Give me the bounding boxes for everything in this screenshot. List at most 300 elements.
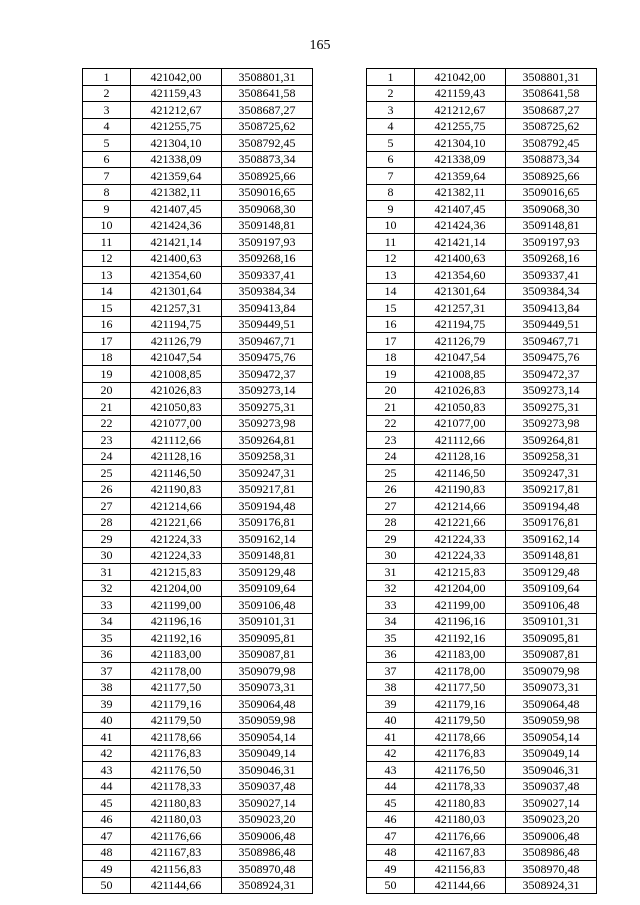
table-row: [83, 877, 597, 894]
left-point-number-cell: 34: [83, 613, 131, 630]
table-row: [83, 415, 597, 432]
left-x-coordinate-cell: 421338,09: [131, 151, 222, 168]
table-row: [83, 201, 597, 218]
column-gap: [313, 267, 367, 284]
right-point-number-cell: 38: [367, 679, 415, 696]
table-row: [83, 333, 597, 350]
column-gap: [313, 564, 367, 581]
right-point-number-cell: 42: [367, 745, 415, 762]
right-x-coordinate-cell: 421126,79: [415, 333, 506, 350]
right-point-number-cell: 35: [367, 630, 415, 647]
left-y-coordinate-cell: 3509162,14: [222, 531, 313, 548]
left-point-number-cell: 27: [83, 498, 131, 515]
left-x-coordinate-cell: 421224,33: [131, 547, 222, 564]
column-gap: [313, 102, 367, 119]
right-x-coordinate-cell: 421179,50: [415, 712, 506, 729]
column-gap: [313, 531, 367, 548]
right-y-coordinate-cell: 3509101,31: [506, 613, 597, 630]
left-point-number-cell: 31: [83, 564, 131, 581]
right-y-coordinate-cell: 3509106,48: [506, 597, 597, 614]
right-y-coordinate-cell: 3509273,98: [506, 415, 597, 432]
right-x-coordinate-cell: 421301,64: [415, 283, 506, 300]
left-y-coordinate-cell: 3508687,27: [222, 102, 313, 119]
right-y-coordinate-cell: 3508687,27: [506, 102, 597, 119]
right-point-number-cell: 25: [367, 465, 415, 482]
left-y-coordinate-cell: 3508641,58: [222, 85, 313, 102]
left-x-coordinate-cell: 421221,66: [131, 514, 222, 531]
left-point-number-cell: 28: [83, 514, 131, 531]
right-x-coordinate-cell: 421176,66: [415, 828, 506, 845]
left-x-coordinate-cell: 421112,66: [131, 432, 222, 449]
right-y-coordinate-cell: 3509064,48: [506, 696, 597, 713]
column-gap: [313, 432, 367, 449]
table-row: [83, 366, 597, 383]
right-point-number-cell: 15: [367, 300, 415, 317]
right-point-number-cell: 41: [367, 729, 415, 746]
right-point-number-cell: 49: [367, 861, 415, 878]
left-x-coordinate-cell: 421176,50: [131, 762, 222, 779]
left-point-number-cell: 45: [83, 795, 131, 812]
right-point-number-cell: 21: [367, 399, 415, 416]
right-point-number-cell: 39: [367, 696, 415, 713]
right-point-number-cell: 6: [367, 151, 415, 168]
table-row: [83, 696, 597, 713]
left-point-number-cell: 48: [83, 844, 131, 861]
table-row: [83, 102, 597, 119]
column-gap: [313, 729, 367, 746]
right-y-coordinate-cell: 3509217,81: [506, 481, 597, 498]
right-y-coordinate-cell: 3509059,98: [506, 712, 597, 729]
right-y-coordinate-cell: 3509194,48: [506, 498, 597, 515]
left-x-coordinate-cell: 421167,83: [131, 844, 222, 861]
coordinates-table: [82, 68, 597, 894]
column-gap: [313, 580, 367, 597]
right-y-coordinate-cell: 3509054,14: [506, 729, 597, 746]
right-x-coordinate-cell: 421421,14: [415, 234, 506, 251]
table-row: [83, 729, 597, 746]
right-x-coordinate-cell: 421424,36: [415, 217, 506, 234]
left-x-coordinate-cell: 421400,63: [131, 250, 222, 267]
left-y-coordinate-cell: 3509413,84: [222, 300, 313, 317]
right-y-coordinate-cell: 3508925,66: [506, 168, 597, 185]
left-x-coordinate-cell: 421304,10: [131, 135, 222, 152]
table-row: [83, 580, 597, 597]
right-point-number-cell: 1: [367, 69, 415, 86]
column-gap: [313, 151, 367, 168]
table-row: [83, 481, 597, 498]
column-gap: [313, 696, 367, 713]
left-x-coordinate-cell: 421008,85: [131, 366, 222, 383]
column-gap: [313, 811, 367, 828]
table-row: [83, 250, 597, 267]
right-x-coordinate-cell: 421008,85: [415, 366, 506, 383]
left-point-number-cell: 22: [83, 415, 131, 432]
right-point-number-cell: 31: [367, 564, 415, 581]
right-x-coordinate-cell: 421194,75: [415, 316, 506, 333]
left-x-coordinate-cell: 421047,54: [131, 349, 222, 366]
column-gap: [313, 217, 367, 234]
left-y-coordinate-cell: 3509268,16: [222, 250, 313, 267]
column-gap: [313, 316, 367, 333]
column-gap: [313, 234, 367, 251]
left-y-coordinate-cell: 3509273,98: [222, 415, 313, 432]
right-point-number-cell: 7: [367, 168, 415, 185]
table-row: [83, 547, 597, 564]
right-point-number-cell: 50: [367, 877, 415, 894]
left-x-coordinate-cell: 421424,36: [131, 217, 222, 234]
left-x-coordinate-cell: 421359,64: [131, 168, 222, 185]
left-y-coordinate-cell: 3508986,48: [222, 844, 313, 861]
left-y-coordinate-cell: 3509273,14: [222, 382, 313, 399]
left-y-coordinate-cell: 3508873,34: [222, 151, 313, 168]
right-y-coordinate-cell: 3508641,58: [506, 85, 597, 102]
column-gap: [313, 399, 367, 416]
right-x-coordinate-cell: 421177,50: [415, 679, 506, 696]
left-point-number-cell: 15: [83, 300, 131, 317]
right-x-coordinate-cell: 421304,10: [415, 135, 506, 152]
right-x-coordinate-cell: 421183,00: [415, 646, 506, 663]
left-y-coordinate-cell: 3509054,14: [222, 729, 313, 746]
right-y-coordinate-cell: 3509148,81: [506, 547, 597, 564]
table-row: [83, 382, 597, 399]
column-gap: [313, 349, 367, 366]
left-point-number-cell: 24: [83, 448, 131, 465]
right-y-coordinate-cell: 3509384,34: [506, 283, 597, 300]
left-point-number-cell: 1: [83, 69, 131, 86]
table-row: [83, 778, 597, 795]
left-point-number-cell: 9: [83, 201, 131, 218]
left-x-coordinate-cell: 421128,16: [131, 448, 222, 465]
table-row: [83, 531, 597, 548]
column-gap: [313, 877, 367, 894]
right-y-coordinate-cell: 3509472,37: [506, 366, 597, 383]
right-y-coordinate-cell: 3509073,31: [506, 679, 597, 696]
left-y-coordinate-cell: 3509194,48: [222, 498, 313, 515]
right-y-coordinate-cell: 3508924,31: [506, 877, 597, 894]
right-point-number-cell: 24: [367, 448, 415, 465]
left-x-coordinate-cell: 421156,83: [131, 861, 222, 878]
left-point-number-cell: 16: [83, 316, 131, 333]
right-x-coordinate-cell: 421192,16: [415, 630, 506, 647]
left-point-number-cell: 38: [83, 679, 131, 696]
left-y-coordinate-cell: 3509176,81: [222, 514, 313, 531]
right-y-coordinate-cell: 3509023,20: [506, 811, 597, 828]
right-x-coordinate-cell: 421176,50: [415, 762, 506, 779]
right-y-coordinate-cell: 3508970,48: [506, 861, 597, 878]
left-y-coordinate-cell: 3509106,48: [222, 597, 313, 614]
right-point-number-cell: 30: [367, 547, 415, 564]
left-point-number-cell: 5: [83, 135, 131, 152]
left-y-coordinate-cell: 3509046,31: [222, 762, 313, 779]
right-y-coordinate-cell: 3509087,81: [506, 646, 597, 663]
left-x-coordinate-cell: 421183,00: [131, 646, 222, 663]
right-x-coordinate-cell: 421178,66: [415, 729, 506, 746]
left-x-coordinate-cell: 421026,83: [131, 382, 222, 399]
right-x-coordinate-cell: 421026,83: [415, 382, 506, 399]
table-row: [83, 762, 597, 779]
right-y-coordinate-cell: 3509475,76: [506, 349, 597, 366]
left-y-coordinate-cell: 3509197,93: [222, 234, 313, 251]
table-row: [83, 399, 597, 416]
left-y-coordinate-cell: 3509384,34: [222, 283, 313, 300]
table-row: [83, 432, 597, 449]
left-y-coordinate-cell: 3508801,31: [222, 69, 313, 86]
page-number: 165: [309, 38, 331, 53]
table-row: [83, 151, 597, 168]
table-row: [83, 135, 597, 152]
right-point-number-cell: 27: [367, 498, 415, 515]
left-point-number-cell: 12: [83, 250, 131, 267]
table-row: [83, 646, 597, 663]
left-point-number-cell: 47: [83, 828, 131, 845]
column-gap: [313, 795, 367, 812]
column-gap: [313, 366, 367, 383]
left-point-number-cell: 4: [83, 118, 131, 135]
right-x-coordinate-cell: 421167,83: [415, 844, 506, 861]
right-x-coordinate-cell: 421359,64: [415, 168, 506, 185]
left-x-coordinate-cell: 421224,33: [131, 531, 222, 548]
right-x-coordinate-cell: 421077,00: [415, 415, 506, 432]
right-point-number-cell: 46: [367, 811, 415, 828]
right-x-coordinate-cell: 421176,83: [415, 745, 506, 762]
right-x-coordinate-cell: 421221,66: [415, 514, 506, 531]
left-y-coordinate-cell: 3509079,98: [222, 663, 313, 680]
table-row: [83, 861, 597, 878]
table-row: [83, 118, 597, 135]
left-x-coordinate-cell: 421077,00: [131, 415, 222, 432]
left-point-number-cell: 35: [83, 630, 131, 647]
left-point-number-cell: 25: [83, 465, 131, 482]
left-point-number-cell: 40: [83, 712, 131, 729]
left-x-coordinate-cell: 421159,43: [131, 85, 222, 102]
table-row: [83, 184, 597, 201]
left-x-coordinate-cell: 421176,66: [131, 828, 222, 845]
column-gap: [313, 333, 367, 350]
right-y-coordinate-cell: 3509027,14: [506, 795, 597, 812]
right-point-number-cell: 36: [367, 646, 415, 663]
table-row: [83, 597, 597, 614]
right-point-number-cell: 12: [367, 250, 415, 267]
left-point-number-cell: 14: [83, 283, 131, 300]
right-point-number-cell: 33: [367, 597, 415, 614]
left-point-number-cell: 7: [83, 168, 131, 185]
right-x-coordinate-cell: 421215,83: [415, 564, 506, 581]
left-point-number-cell: 11: [83, 234, 131, 251]
left-y-coordinate-cell: 3509095,81: [222, 630, 313, 647]
left-x-coordinate-cell: 421180,83: [131, 795, 222, 812]
right-x-coordinate-cell: 421255,75: [415, 118, 506, 135]
right-point-number-cell: 9: [367, 201, 415, 218]
left-x-coordinate-cell: 421199,00: [131, 597, 222, 614]
right-x-coordinate-cell: 421196,16: [415, 613, 506, 630]
left-point-number-cell: 6: [83, 151, 131, 168]
right-point-number-cell: 4: [367, 118, 415, 135]
column-gap: [313, 448, 367, 465]
left-y-coordinate-cell: 3509129,48: [222, 564, 313, 581]
table-row: [83, 316, 597, 333]
left-y-coordinate-cell: 3509449,51: [222, 316, 313, 333]
left-y-coordinate-cell: 3509027,14: [222, 795, 313, 812]
left-y-coordinate-cell: 3509247,31: [222, 465, 313, 482]
right-x-coordinate-cell: 421190,83: [415, 481, 506, 498]
right-x-coordinate-cell: 421156,83: [415, 861, 506, 878]
table-row: [83, 811, 597, 828]
left-x-coordinate-cell: 421178,66: [131, 729, 222, 746]
left-x-coordinate-cell: 421382,11: [131, 184, 222, 201]
right-y-coordinate-cell: 3509275,31: [506, 399, 597, 416]
right-x-coordinate-cell: 421212,67: [415, 102, 506, 119]
right-point-number-cell: 18: [367, 349, 415, 366]
left-x-coordinate-cell: 421204,00: [131, 580, 222, 597]
table-row: [83, 85, 597, 102]
right-y-coordinate-cell: 3509162,14: [506, 531, 597, 548]
left-point-number-cell: 26: [83, 481, 131, 498]
right-point-number-cell: 2: [367, 85, 415, 102]
right-y-coordinate-cell: 3509413,84: [506, 300, 597, 317]
left-point-number-cell: 23: [83, 432, 131, 449]
left-x-coordinate-cell: 421146,50: [131, 465, 222, 482]
right-y-coordinate-cell: 3508792,45: [506, 135, 597, 152]
column-gap: [313, 630, 367, 647]
table-row: [83, 613, 597, 630]
left-x-coordinate-cell: 421126,79: [131, 333, 222, 350]
left-x-coordinate-cell: 421354,60: [131, 267, 222, 284]
right-x-coordinate-cell: 421257,31: [415, 300, 506, 317]
right-point-number-cell: 48: [367, 844, 415, 861]
table-row: [83, 267, 597, 284]
table-row: [83, 745, 597, 762]
right-y-coordinate-cell: 3509273,14: [506, 382, 597, 399]
right-point-number-cell: 8: [367, 184, 415, 201]
table-row: [83, 448, 597, 465]
left-y-coordinate-cell: 3508725,62: [222, 118, 313, 135]
right-point-number-cell: 5: [367, 135, 415, 152]
right-point-number-cell: 20: [367, 382, 415, 399]
right-point-number-cell: 29: [367, 531, 415, 548]
right-y-coordinate-cell: 3509049,14: [506, 745, 597, 762]
left-x-coordinate-cell: 421178,33: [131, 778, 222, 795]
table-row: [83, 663, 597, 680]
column-gap: [313, 828, 367, 845]
left-x-coordinate-cell: 421177,50: [131, 679, 222, 696]
left-y-coordinate-cell: 3508924,31: [222, 877, 313, 894]
left-y-coordinate-cell: 3509337,41: [222, 267, 313, 284]
right-point-number-cell: 23: [367, 432, 415, 449]
table-row: [83, 498, 597, 515]
left-point-number-cell: 39: [83, 696, 131, 713]
left-x-coordinate-cell: 421179,16: [131, 696, 222, 713]
right-x-coordinate-cell: 421214,66: [415, 498, 506, 515]
left-y-coordinate-cell: 3509475,76: [222, 349, 313, 366]
right-point-number-cell: 47: [367, 828, 415, 845]
right-x-coordinate-cell: 421146,50: [415, 465, 506, 482]
left-x-coordinate-cell: 421301,64: [131, 283, 222, 300]
column-gap: [313, 547, 367, 564]
column-gap: [313, 382, 367, 399]
right-y-coordinate-cell: 3509079,98: [506, 663, 597, 680]
left-y-coordinate-cell: 3509049,14: [222, 745, 313, 762]
right-y-coordinate-cell: 3509109,64: [506, 580, 597, 597]
left-y-coordinate-cell: 3509472,37: [222, 366, 313, 383]
column-gap: [313, 712, 367, 729]
right-x-coordinate-cell: 421204,00: [415, 580, 506, 597]
right-point-number-cell: 40: [367, 712, 415, 729]
right-point-number-cell: 13: [367, 267, 415, 284]
right-y-coordinate-cell: 3509268,16: [506, 250, 597, 267]
right-y-coordinate-cell: 3509176,81: [506, 514, 597, 531]
column-gap: [313, 613, 367, 630]
right-x-coordinate-cell: 421178,33: [415, 778, 506, 795]
table-row: [83, 679, 597, 696]
right-x-coordinate-cell: 421180,83: [415, 795, 506, 812]
column-gap: [313, 679, 367, 696]
left-y-coordinate-cell: 3509059,98: [222, 712, 313, 729]
left-point-number-cell: 8: [83, 184, 131, 201]
right-point-number-cell: 43: [367, 762, 415, 779]
right-point-number-cell: 11: [367, 234, 415, 251]
right-y-coordinate-cell: 3509337,41: [506, 267, 597, 284]
right-point-number-cell: 19: [367, 366, 415, 383]
column-gap: [313, 646, 367, 663]
right-point-number-cell: 45: [367, 795, 415, 812]
column-gap: [313, 514, 367, 531]
left-point-number-cell: 32: [83, 580, 131, 597]
column-gap: [313, 201, 367, 218]
left-x-coordinate-cell: 421215,83: [131, 564, 222, 581]
column-gap: [313, 663, 367, 680]
column-gap: [313, 745, 367, 762]
right-y-coordinate-cell: 3509258,31: [506, 448, 597, 465]
left-point-number-cell: 18: [83, 349, 131, 366]
table-row: [83, 795, 597, 812]
right-y-coordinate-cell: 3509467,71: [506, 333, 597, 350]
column-gap: [313, 250, 367, 267]
left-point-number-cell: 21: [83, 399, 131, 416]
column-gap: [313, 69, 367, 86]
right-point-number-cell: 3: [367, 102, 415, 119]
coordinates-table-body: [83, 69, 597, 894]
column-gap: [313, 844, 367, 861]
right-y-coordinate-cell: 3509197,93: [506, 234, 597, 251]
left-y-coordinate-cell: 3509023,20: [222, 811, 313, 828]
column-gap: [313, 597, 367, 614]
right-y-coordinate-cell: 3509449,51: [506, 316, 597, 333]
table-row: [83, 630, 597, 647]
left-x-coordinate-cell: 421196,16: [131, 613, 222, 630]
table-row: [83, 844, 597, 861]
column-gap: [313, 498, 367, 515]
left-y-coordinate-cell: 3509073,31: [222, 679, 313, 696]
left-y-coordinate-cell: 3509217,81: [222, 481, 313, 498]
table-row: [83, 69, 597, 86]
table-row: [83, 349, 597, 366]
left-x-coordinate-cell: 421042,00: [131, 69, 222, 86]
left-y-coordinate-cell: 3509016,65: [222, 184, 313, 201]
right-point-number-cell: 22: [367, 415, 415, 432]
column-gap: [313, 168, 367, 185]
right-y-coordinate-cell: 3508873,34: [506, 151, 597, 168]
table-row: [83, 300, 597, 317]
right-point-number-cell: 37: [367, 663, 415, 680]
left-y-coordinate-cell: 3509109,64: [222, 580, 313, 597]
right-point-number-cell: 14: [367, 283, 415, 300]
right-point-number-cell: 16: [367, 316, 415, 333]
table-row: [83, 465, 597, 482]
left-point-number-cell: 41: [83, 729, 131, 746]
left-y-coordinate-cell: 3508925,66: [222, 168, 313, 185]
left-y-coordinate-cell: 3508970,48: [222, 861, 313, 878]
left-x-coordinate-cell: 421178,00: [131, 663, 222, 680]
